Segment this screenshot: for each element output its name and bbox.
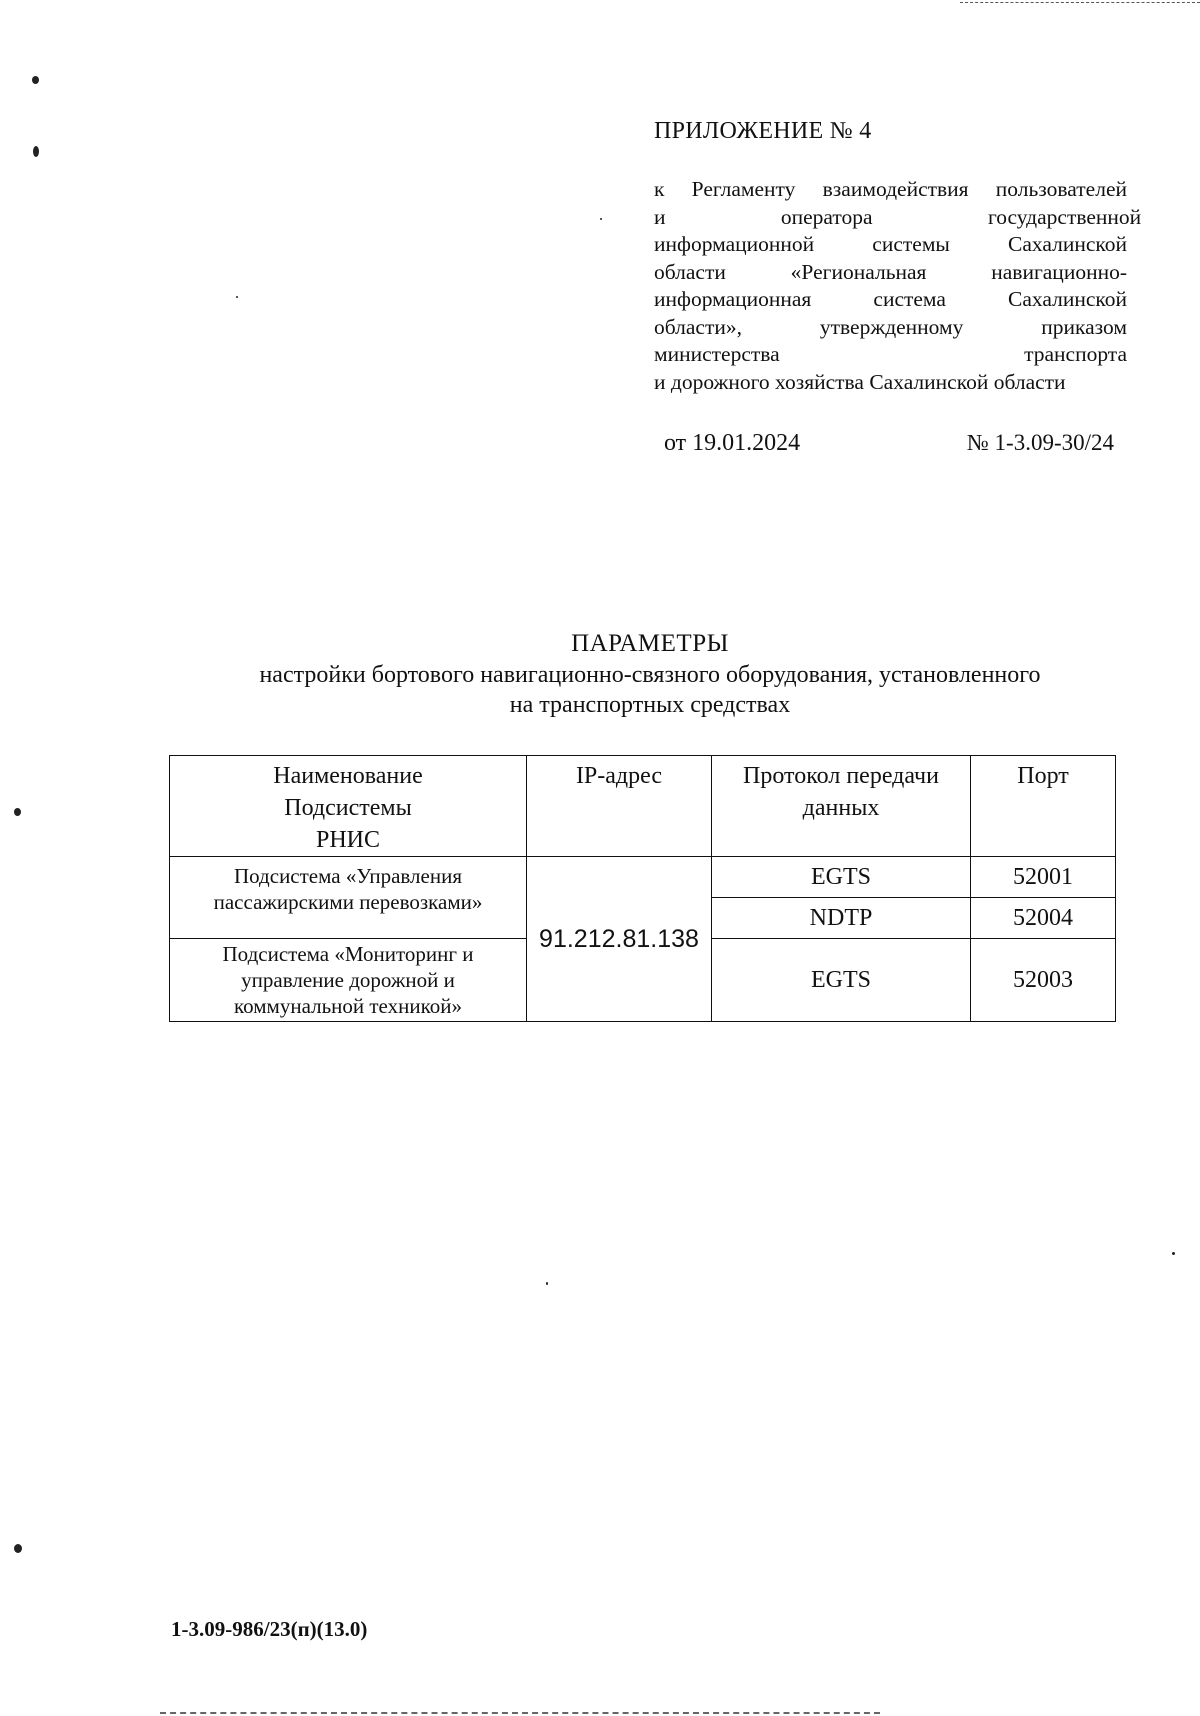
regulation-reference bbox=[654, 176, 1142, 396]
subsystem-name-text: Подсистема «Управления bbox=[234, 864, 462, 888]
protocol-cell: EGTS bbox=[712, 857, 971, 898]
subsystem-name-cell bbox=[170, 939, 527, 1022]
regulation-line: и дорожного хозяйства Сахалинской области bbox=[654, 369, 1066, 394]
scan-speck bbox=[546, 1282, 548, 1285]
header-text: Наименование bbox=[273, 763, 423, 789]
header-text: Подсистемы bbox=[284, 795, 412, 821]
regulation-line: к Регламенту взаимодействия пользователей bbox=[654, 177, 1127, 201]
header-subsystem-name bbox=[170, 756, 527, 857]
regulation-line: области «Региональная навигационно- bbox=[654, 259, 1127, 284]
scan-speck bbox=[600, 218, 602, 220]
header-text: РНИС bbox=[315, 827, 381, 853]
scan-mark-top bbox=[960, 2, 1200, 3]
scan-speck bbox=[32, 76, 39, 84]
header-port: Порт bbox=[971, 756, 1116, 857]
header-protocol bbox=[712, 756, 971, 857]
document-title: ПАРАМЕТРЫ bbox=[571, 630, 729, 657]
document-subtitle-line: настройки бортового навигационно-связного оборудования, установленного bbox=[259, 662, 1041, 688]
protocol-cell: EGTS bbox=[712, 939, 971, 1022]
order-date: от 19.01.2024 bbox=[664, 430, 801, 456]
document-heading bbox=[170, 628, 1130, 720]
scan-speck bbox=[14, 1544, 22, 1553]
regulation-line: информационной системы Сахалинской bbox=[654, 232, 1127, 256]
scan-mark-bottom bbox=[160, 1712, 880, 1714]
subsystem-name-text: коммунальной техникой» bbox=[234, 994, 462, 1018]
header-text: данных bbox=[802, 795, 880, 821]
port-cell: 52004 bbox=[971, 898, 1116, 939]
scan-speck bbox=[1172, 1252, 1175, 1255]
subsystem-name-text: Подсистема «Мониторинг и bbox=[222, 942, 474, 966]
protocol-cell: NDTP bbox=[712, 898, 971, 939]
scan-speck bbox=[236, 296, 238, 298]
appendix-title: ПРИЛОЖЕНИЕ № 4 bbox=[654, 118, 872, 144]
regulation-line: области», утвержденному приказом bbox=[654, 314, 1127, 339]
header-text: Протокол передачи bbox=[743, 763, 939, 789]
document-subtitle-line: на транспортных средствах bbox=[509, 692, 791, 718]
port-cell: 52001 bbox=[971, 857, 1116, 898]
ip-address-cell: 91.212.81.138 bbox=[527, 857, 712, 1022]
order-number: № 1-3.09-30/24 bbox=[966, 430, 1114, 455]
regulation-line: министерства транспорта bbox=[654, 342, 1127, 366]
subsystem-name-cell bbox=[170, 857, 527, 939]
document-code: 1-3.09-986/23(п)(13.0) bbox=[171, 1617, 368, 1641]
table-header-row bbox=[170, 756, 1116, 857]
subsystem-name-text: управление дорожной и bbox=[241, 968, 455, 992]
parameters-table bbox=[169, 755, 1116, 1022]
regulation-line: и оператора государственной bbox=[654, 204, 1142, 229]
port-cell: 52003 bbox=[971, 939, 1116, 1022]
table-row bbox=[170, 857, 1116, 898]
subsystem-name-text: пассажирскими перевозками» bbox=[213, 890, 483, 914]
regulation-line: информационная система Сахалинской bbox=[654, 287, 1127, 311]
scan-speck bbox=[33, 146, 39, 157]
header-ip-address: IP-адрес bbox=[527, 756, 712, 857]
scan-speck bbox=[14, 808, 21, 816]
